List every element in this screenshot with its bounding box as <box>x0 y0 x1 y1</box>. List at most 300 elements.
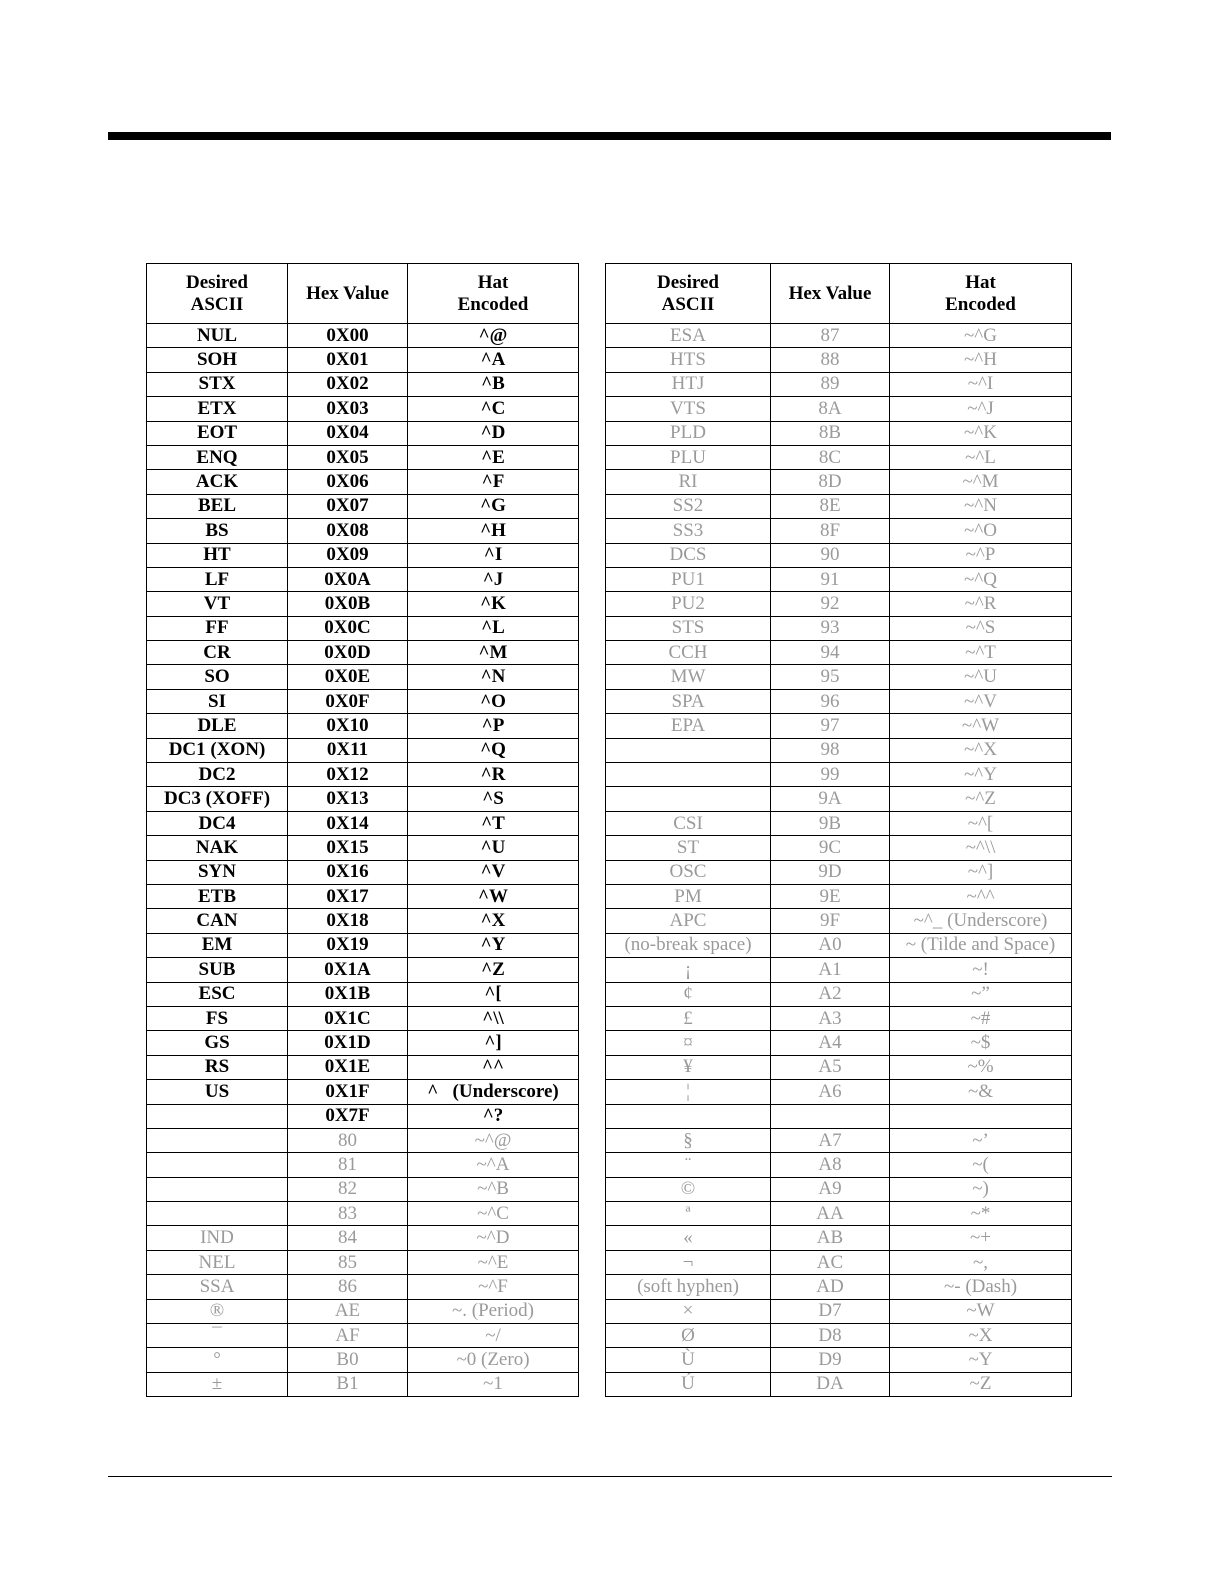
cell-hex: 0X7F <box>288 1104 408 1128</box>
table-row <box>606 567 1072 591</box>
cell-hat: ~’ <box>890 1128 1072 1152</box>
header-desired-ascii <box>606 264 771 324</box>
cell-hat: ^O <box>408 689 579 713</box>
cell-ascii: NEL <box>147 1250 288 1274</box>
table-row <box>606 543 1072 567</box>
table-row <box>147 1055 579 1079</box>
cell-ascii: STS <box>606 616 771 640</box>
cell-hat: ~^E <box>408 1250 579 1274</box>
cell-hat: ^ (Underscore) <box>408 1080 579 1104</box>
table-row <box>147 982 579 1006</box>
cell-hat: ^V <box>408 860 579 884</box>
header-hex-value <box>288 264 408 324</box>
cell-hat: ~* <box>890 1202 1072 1226</box>
cell-hex: 8D <box>771 470 890 494</box>
table-row <box>147 1226 579 1250</box>
cell-hat: ~) <box>890 1177 1072 1201</box>
table-row <box>147 811 579 835</box>
cell-ascii: CSI <box>606 811 771 835</box>
cell-hat: ~^T <box>890 641 1072 665</box>
cell-hat: ~ (Tilde and Space) <box>890 933 1072 957</box>
cell-ascii: ¯ <box>147 1324 288 1348</box>
cell-hex: 94 <box>771 641 890 665</box>
cell-ascii: SUB <box>147 958 288 982</box>
cell-ascii: EOT <box>147 421 288 445</box>
header-hex-value-label: Hex Value <box>306 282 389 304</box>
cell-hat: ~! <box>890 958 1072 982</box>
cell-hex: 0X16 <box>288 860 408 884</box>
cell-ascii: ± <box>147 1372 288 1396</box>
cell-ascii <box>606 787 771 811</box>
cell-hat: ~- (Dash) <box>890 1275 1072 1299</box>
cell-ascii: VTS <box>606 397 771 421</box>
cell-hex: 95 <box>771 665 890 689</box>
cell-hat: ~^I <box>890 372 1072 396</box>
cell-hat: ~^^ <box>890 884 1072 908</box>
cell-ascii: HTS <box>606 348 771 372</box>
cell-hex: 0X0A <box>288 567 408 591</box>
cell-hat: ~^M <box>890 470 1072 494</box>
table-row <box>147 494 579 518</box>
cell-hat: ^\\ <box>408 1006 579 1030</box>
cell-hat: ~^R <box>890 592 1072 616</box>
cell-hat: ~. (Period) <box>408 1299 579 1323</box>
cell-hat: ^D <box>408 421 579 445</box>
cell-hat: ~^Y <box>890 763 1072 787</box>
cell-hat: ^Q <box>408 738 579 762</box>
cell-ascii: LF <box>147 567 288 591</box>
cell-ascii: ESA <box>606 324 771 348</box>
cell-hat: ~^S <box>890 616 1072 640</box>
table-row <box>147 1031 579 1055</box>
cell-ascii: PM <box>606 884 771 908</box>
cell-hat: ~$ <box>890 1031 1072 1055</box>
cell-hat: ^J <box>408 567 579 591</box>
table-row <box>606 763 1072 787</box>
cell-hat: ~^\\ <box>890 836 1072 860</box>
cell-ascii: § <box>606 1128 771 1152</box>
cell-hat: ^T <box>408 811 579 835</box>
cell-ascii: NAK <box>147 836 288 860</box>
table-row <box>606 470 1072 494</box>
cell-hat: ~^F <box>408 1275 579 1299</box>
cell-hex: AB <box>771 1226 890 1250</box>
cell-hex: 0X0B <box>288 592 408 616</box>
table-row <box>147 641 579 665</box>
cell-hat: ~& <box>890 1080 1072 1104</box>
cell-ascii: BEL <box>147 494 288 518</box>
cell-ascii <box>606 1104 771 1128</box>
cell-ascii: SS3 <box>606 519 771 543</box>
table-row <box>606 933 1072 957</box>
table-row <box>147 445 579 469</box>
cell-ascii: CCH <box>606 641 771 665</box>
cell-hex: 8F <box>771 519 890 543</box>
cell-hex: B1 <box>288 1372 408 1396</box>
cell-hat: ~% <box>890 1055 1072 1079</box>
cell-hex: 0X10 <box>288 714 408 738</box>
cell-ascii: ª <box>606 1202 771 1226</box>
cell-hat: ^? <box>408 1104 579 1128</box>
cell-ascii: ° <box>147 1348 288 1372</box>
table-row <box>147 763 579 787</box>
table-row <box>606 1202 1072 1226</box>
cell-hex: 0X1B <box>288 982 408 1006</box>
cell-hex: 0X1D <box>288 1031 408 1055</box>
cell-hex: D8 <box>771 1324 890 1348</box>
cell-hex: 0X1F <box>288 1080 408 1104</box>
cell-hex: AE <box>288 1299 408 1323</box>
cell-ascii: Ú <box>606 1372 771 1396</box>
cell-ascii: APC <box>606 909 771 933</box>
cell-hex: 0X03 <box>288 397 408 421</box>
header-hex-value-label: Hex Value <box>788 282 872 304</box>
cell-ascii: HTJ <box>606 372 771 396</box>
cell-hat: ~^_ (Underscore) <box>890 909 1072 933</box>
table-row <box>606 372 1072 396</box>
cell-hat: ~^V <box>890 689 1072 713</box>
cell-hex: 88 <box>771 348 890 372</box>
cell-hex: 9E <box>771 884 890 908</box>
ascii-table-left <box>146 263 579 1397</box>
cell-hex: 8A <box>771 397 890 421</box>
cell-ascii: IND <box>147 1226 288 1250</box>
cell-ascii: ESC <box>147 982 288 1006</box>
table-row <box>147 1299 579 1323</box>
bottom-rule <box>108 1476 1112 1477</box>
table-row <box>606 689 1072 713</box>
table-row <box>606 1299 1072 1323</box>
table-row <box>606 958 1072 982</box>
table-row <box>147 689 579 713</box>
cell-hex: 80 <box>288 1128 408 1152</box>
cell-hex: 0X18 <box>288 909 408 933</box>
table-row <box>606 787 1072 811</box>
cell-hex: B0 <box>288 1348 408 1372</box>
table-row <box>147 1250 579 1274</box>
cell-hex: 0X00 <box>288 324 408 348</box>
cell-ascii: CR <box>147 641 288 665</box>
cell-hat: ^N <box>408 665 579 689</box>
cell-ascii <box>147 1128 288 1152</box>
cell-hat: ~0 (Zero) <box>408 1348 579 1372</box>
table-row <box>147 543 579 567</box>
cell-hex: 0X12 <box>288 763 408 787</box>
cell-ascii: MW <box>606 665 771 689</box>
table-row <box>606 397 1072 421</box>
cell-hex: 0X17 <box>288 884 408 908</box>
cell-ascii: DC2 <box>147 763 288 787</box>
cell-hex: 0X02 <box>288 372 408 396</box>
cell-hex: 0X11 <box>288 738 408 762</box>
cell-hex: 81 <box>288 1153 408 1177</box>
table-row <box>606 1226 1072 1250</box>
table-row <box>606 1031 1072 1055</box>
cell-ascii <box>147 1177 288 1201</box>
cell-hat: ^^ <box>408 1055 579 1079</box>
cell-hex: 0X09 <box>288 543 408 567</box>
table-row <box>147 1128 579 1152</box>
cell-hat: ~^H <box>890 348 1072 372</box>
cell-ascii: ¨ <box>606 1153 771 1177</box>
cell-ascii: US <box>147 1080 288 1104</box>
cell-ascii <box>606 763 771 787</box>
cell-hex: 0X1A <box>288 958 408 982</box>
cell-hex: 9B <box>771 811 890 835</box>
table-row <box>147 348 579 372</box>
cell-ascii: SO <box>147 665 288 689</box>
cell-hat: ~^Z <box>890 787 1072 811</box>
cell-hex: 9A <box>771 787 890 811</box>
header-hex-value <box>771 264 890 324</box>
table-row <box>147 470 579 494</box>
cell-ascii: RS <box>147 1055 288 1079</box>
cell-hex: 8B <box>771 421 890 445</box>
cell-ascii: SI <box>147 689 288 713</box>
cell-hat: ^U <box>408 836 579 860</box>
table-row <box>147 519 579 543</box>
cell-hex: 0X06 <box>288 470 408 494</box>
cell-hat: ~, <box>890 1250 1072 1274</box>
cell-hat: ~( <box>890 1153 1072 1177</box>
table-row <box>606 348 1072 372</box>
cell-hex: 0X0C <box>288 616 408 640</box>
header-desired-ascii-label: Desired ASCII <box>186 271 248 315</box>
table-row <box>147 567 579 591</box>
cell-hex: AD <box>771 1275 890 1299</box>
cell-hat: ~^] <box>890 860 1072 884</box>
cell-hat: ^@ <box>408 324 579 348</box>
table-row <box>606 324 1072 348</box>
table-row <box>147 665 579 689</box>
cell-hat: ~^C <box>408 1202 579 1226</box>
cell-hex: A3 <box>771 1006 890 1030</box>
cell-hex: DA <box>771 1372 890 1396</box>
table-row <box>147 372 579 396</box>
cell-ascii: HT <box>147 543 288 567</box>
cell-hat: ^[ <box>408 982 579 1006</box>
cell-hat: ~+ <box>890 1226 1072 1250</box>
cell-hex: 0X08 <box>288 519 408 543</box>
cell-hat: ~^N <box>890 494 1072 518</box>
cell-hex: 97 <box>771 714 890 738</box>
cell-hat: ^Y <box>408 933 579 957</box>
header-hat-encoded <box>890 264 1072 324</box>
cell-hat: ^S <box>408 787 579 811</box>
table-row <box>606 811 1072 835</box>
cell-hat: ~1 <box>408 1372 579 1396</box>
table-row <box>147 324 579 348</box>
cell-ascii: « <box>606 1226 771 1250</box>
cell-hat: ~^U <box>890 665 1072 689</box>
cell-ascii: DC4 <box>147 811 288 835</box>
cell-ascii <box>147 1104 288 1128</box>
cell-ascii: NUL <box>147 324 288 348</box>
cell-hat: ^C <box>408 397 579 421</box>
table-row <box>606 1080 1072 1104</box>
table-row <box>147 1202 579 1226</box>
cell-hat: ^R <box>408 763 579 787</box>
cell-hex: 91 <box>771 567 890 591</box>
cell-hex: 0X05 <box>288 445 408 469</box>
cell-hat: ^E <box>408 445 579 469</box>
table-row <box>147 397 579 421</box>
cell-hex: 0X19 <box>288 933 408 957</box>
cell-hex: AF <box>288 1324 408 1348</box>
cell-ascii: Ø <box>606 1324 771 1348</box>
table-row <box>606 884 1072 908</box>
table-row <box>606 860 1072 884</box>
cell-hat: ^A <box>408 348 579 372</box>
cell-hex: 9F <box>771 909 890 933</box>
cell-ascii: ETX <box>147 397 288 421</box>
cell-ascii: ¦ <box>606 1080 771 1104</box>
cell-hex: A2 <box>771 982 890 1006</box>
cell-ascii: SS2 <box>606 494 771 518</box>
table-row <box>606 665 1072 689</box>
cell-hat: ~W <box>890 1299 1072 1323</box>
table-row <box>147 1177 579 1201</box>
cell-ascii: × <box>606 1299 771 1323</box>
cell-hex: 8C <box>771 445 890 469</box>
cell-hex: 0X1C <box>288 1006 408 1030</box>
cell-ascii: (no-break space) <box>606 933 771 957</box>
cell-hex: 86 <box>288 1275 408 1299</box>
table-row <box>147 1006 579 1030</box>
cell-ascii: © <box>606 1177 771 1201</box>
cell-ascii: GS <box>147 1031 288 1055</box>
cell-ascii: ® <box>147 1299 288 1323</box>
header-row <box>147 264 579 324</box>
table-row <box>606 1153 1072 1177</box>
table-row <box>606 1128 1072 1152</box>
cell-hat: ^F <box>408 470 579 494</box>
cell-hex: 85 <box>288 1250 408 1274</box>
cell-ascii: OSC <box>606 860 771 884</box>
cell-ascii: BS <box>147 519 288 543</box>
cell-hat: ^Z <box>408 958 579 982</box>
table-row <box>606 836 1072 860</box>
cell-hat: ~^@ <box>408 1128 579 1152</box>
cell-hex: A5 <box>771 1055 890 1079</box>
table-row <box>606 1324 1072 1348</box>
cell-hex: AA <box>771 1202 890 1226</box>
cell-hat: ~^K <box>890 421 1072 445</box>
cell-hat: ~^[ <box>890 811 1072 835</box>
cell-hex: 92 <box>771 592 890 616</box>
table-row <box>147 1104 579 1128</box>
table-row <box>606 445 1072 469</box>
table-row <box>606 421 1072 445</box>
cell-hex: 84 <box>288 1226 408 1250</box>
cell-ascii: DC1 (XON) <box>147 738 288 762</box>
table-row <box>147 1348 579 1372</box>
cell-ascii <box>606 738 771 762</box>
cell-hat: ~^A <box>408 1153 579 1177</box>
cell-hat: ~Y <box>890 1348 1072 1372</box>
cell-ascii: DCS <box>606 543 771 567</box>
cell-hex: 9C <box>771 836 890 860</box>
cell-ascii: £ <box>606 1006 771 1030</box>
cell-ascii <box>147 1202 288 1226</box>
cell-hex <box>771 1104 890 1128</box>
cell-hat: ^I <box>408 543 579 567</box>
table-row <box>147 860 579 884</box>
cell-ascii: ETB <box>147 884 288 908</box>
header-row <box>606 264 1072 324</box>
table-row <box>606 738 1072 762</box>
table-row <box>147 1275 579 1299</box>
cell-ascii: PLD <box>606 421 771 445</box>
cell-hat: ^L <box>408 616 579 640</box>
table-row <box>147 1080 579 1104</box>
table-row <box>147 1153 579 1177</box>
table-row <box>147 836 579 860</box>
table-row <box>606 1250 1072 1274</box>
table-row <box>147 592 579 616</box>
header-hat-encoded <box>408 264 579 324</box>
cell-hex: 8E <box>771 494 890 518</box>
cell-hat: ~^W <box>890 714 1072 738</box>
header-hat-encoded-label: Hat Encoded <box>457 271 529 315</box>
cell-ascii: DC3 (XOFF) <box>147 787 288 811</box>
cell-hex: 0X0E <box>288 665 408 689</box>
table-row <box>606 1372 1072 1396</box>
cell-hat: ~^B <box>408 1177 579 1201</box>
cell-hex: 83 <box>288 1202 408 1226</box>
cell-hex: AC <box>771 1250 890 1274</box>
cell-hat: ~” <box>890 982 1072 1006</box>
cell-hex: 99 <box>771 763 890 787</box>
cell-ascii: FS <box>147 1006 288 1030</box>
table-row <box>606 1275 1072 1299</box>
cell-ascii: SSA <box>147 1275 288 1299</box>
cell-hat: ~^P <box>890 543 1072 567</box>
table-row <box>606 1006 1072 1030</box>
cell-hat: ~^X <box>890 738 1072 762</box>
cell-ascii: Ù <box>606 1348 771 1372</box>
cell-hex: A8 <box>771 1153 890 1177</box>
table-row <box>147 958 579 982</box>
table-row <box>606 1348 1072 1372</box>
table-row <box>147 933 579 957</box>
cell-hat: ~X <box>890 1324 1072 1348</box>
cell-hat: ~^O <box>890 519 1072 543</box>
cell-hat: ^G <box>408 494 579 518</box>
header-desired-ascii-label: Desired ASCII <box>657 271 719 315</box>
table-row <box>606 616 1072 640</box>
table-row <box>147 616 579 640</box>
cell-hat: ^X <box>408 909 579 933</box>
header-hat-encoded-label: Hat Encoded <box>945 271 1016 315</box>
table-row <box>147 738 579 762</box>
cell-ascii: PU2 <box>606 592 771 616</box>
cell-hat: ~^D <box>408 1226 579 1250</box>
table-row <box>606 641 1072 665</box>
table-row <box>606 592 1072 616</box>
header-desired-ascii <box>147 264 288 324</box>
top-rule <box>108 132 1111 140</box>
table-row <box>147 421 579 445</box>
cell-hat: ^P <box>408 714 579 738</box>
cell-ascii: (soft hyphen) <box>606 1275 771 1299</box>
cell-hex: 90 <box>771 543 890 567</box>
cell-hex: A9 <box>771 1177 890 1201</box>
table-row <box>147 714 579 738</box>
cell-ascii: EM <box>147 933 288 957</box>
cell-ascii: SYN <box>147 860 288 884</box>
cell-ascii: PLU <box>606 445 771 469</box>
